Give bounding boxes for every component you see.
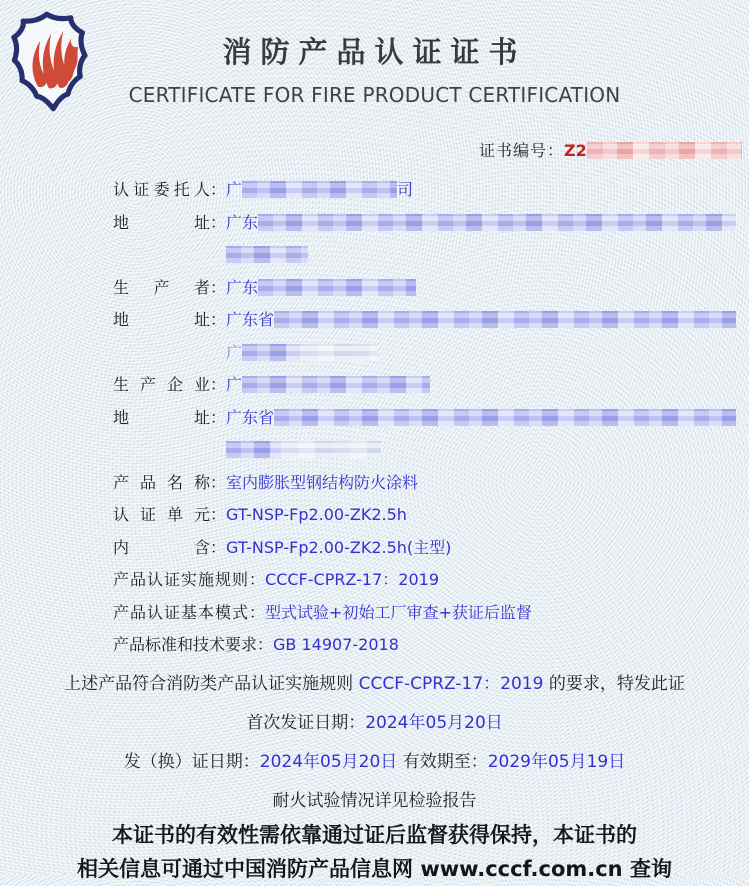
value-wrap-prefix: 广	[226, 342, 243, 362]
redacted-text-light	[300, 344, 378, 361]
field-label: 地址	[113, 407, 210, 427]
colon: ：	[257, 635, 274, 654]
field-label: 生产者	[113, 277, 210, 297]
first-issue-line	[0, 707, 749, 740]
redacted-text	[274, 409, 736, 426]
reissue-label: 发（换）证日期：	[123, 751, 260, 772]
reissue-line	[0, 746, 749, 779]
page-title: 消防产品认证证书	[222, 35, 527, 69]
colon: ：	[210, 505, 227, 524]
value-prefix: 广东省	[226, 407, 275, 427]
page-subtitle: CERTIFICATE FOR FIRE PRODUCT CERTIFICATION	[128, 83, 621, 107]
field-value	[226, 272, 416, 305]
field-label: 产品认证基本模式	[113, 602, 250, 622]
first-issue-label: 首次发证日期：	[246, 712, 366, 733]
redacted-text	[242, 344, 300, 361]
redacted-text-light	[281, 441, 381, 458]
redacted-text	[274, 311, 736, 328]
field-value	[226, 402, 736, 467]
field-row-certification-mode	[113, 597, 749, 630]
validity-note-line-1: 本证书的有效性需依靠通过证后监督获得保持，本证书的	[112, 822, 637, 847]
redacted-text	[258, 279, 416, 296]
certificate-header	[0, 0, 749, 120]
field-label: 产品名称	[113, 472, 210, 492]
fire-shield-logo-icon	[4, 7, 95, 117]
field-value: GT-NSP-Fp2.00-ZK2.5h	[226, 505, 407, 524]
field-value	[226, 304, 736, 369]
colon: ：	[249, 570, 266, 589]
certificate-number-value: Z2	[564, 141, 587, 160]
certificate-number-label: 证书编号：	[479, 141, 565, 160]
field-label: 产品标准和技术要求	[113, 635, 258, 654]
colon: ：	[249, 602, 266, 622]
field-row-producer	[113, 272, 749, 305]
colon: ：	[210, 310, 227, 329]
colon: ：	[210, 537, 227, 557]
value-prefix: 广东省	[226, 310, 275, 329]
colon: ：	[210, 407, 227, 427]
field-label: 生产企业	[113, 375, 210, 394]
value-suffix: 司	[397, 180, 414, 199]
field-value: 型式试验+初始工厂审查+获证后监督	[265, 602, 532, 622]
redacted-text	[226, 246, 308, 263]
conformity-statement	[0, 668, 749, 701]
field-row-manufacturer	[113, 369, 749, 402]
redacted-text	[258, 214, 736, 231]
validity-note-line-2: 相关信息可通过中国消防产品信息网 www.cccf.com.cn 查询	[77, 856, 672, 881]
field-value	[226, 174, 413, 207]
fire-test-note: 耐火试验情况详见检验报告	[272, 790, 477, 811]
field-value: GT-NSP-Fp2.00-ZK2.5h(主型)	[226, 537, 452, 557]
field-value: GB 14907-2018	[273, 635, 399, 654]
field-row-address-1	[113, 207, 749, 272]
field-label: 认证委托人	[113, 180, 210, 199]
redacted-text	[242, 181, 397, 198]
field-label: 产品认证实施规则	[113, 570, 250, 589]
field-value	[226, 207, 736, 272]
field-label: 地址	[113, 310, 210, 329]
colon: ：	[210, 212, 227, 232]
first-issue-date: 2024年05月20日	[365, 712, 503, 733]
colon: ：	[210, 180, 227, 199]
conformity-rule: CCCF-CPRZ-17：2019	[358, 673, 544, 694]
redacted-text	[242, 376, 430, 393]
field-label: 内含	[113, 537, 210, 557]
field-value: 室内膨胀型钢结构防火涂料	[226, 472, 419, 492]
reissue-date: 2024年05月20日	[259, 751, 398, 772]
conformity-post: 的要求，特发此证	[543, 673, 685, 694]
field-row-included-models	[113, 532, 749, 565]
colon: ：	[210, 375, 227, 394]
colon: ：	[210, 472, 227, 492]
value-prefix: 广东	[226, 212, 259, 232]
valid-until-label: 有效期至：	[397, 751, 488, 772]
field-row-address-2	[113, 304, 749, 369]
certificate-fields	[0, 174, 749, 662]
field-label: 地址	[113, 212, 210, 232]
field-row-certification-unit	[113, 499, 749, 532]
field-row-product-standard	[113, 629, 749, 662]
field-row-applicant	[113, 174, 749, 207]
field-row-product-name	[113, 467, 749, 500]
value-prefix: 广东	[226, 277, 259, 297]
valid-until-date: 2029年05月19日	[487, 751, 626, 772]
value-prefix: 广	[226, 180, 243, 199]
field-value: CCCF-CPRZ-17：2019	[265, 570, 439, 589]
certificate-number-line	[0, 138, 749, 161]
conformity-pre: 上述产品符合消防类产品认证实施规则	[64, 673, 359, 694]
field-row-address-3	[113, 402, 749, 467]
field-row-implementation-rule	[113, 564, 749, 597]
field-label: 认证单元	[113, 505, 210, 524]
redacted-certificate-number	[587, 142, 742, 159]
colon: ：	[210, 277, 227, 297]
redacted-text	[226, 441, 281, 458]
value-prefix: 广	[226, 375, 243, 394]
field-value	[226, 369, 430, 402]
